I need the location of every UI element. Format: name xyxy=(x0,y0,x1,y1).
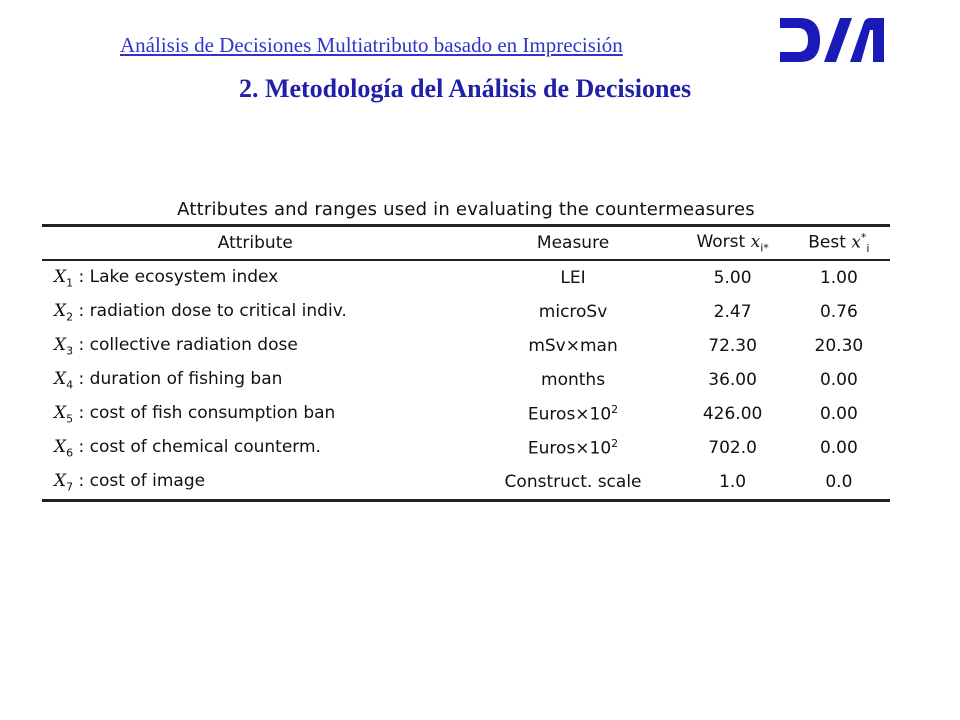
worst-value-cell: 36.00 xyxy=(708,370,757,390)
measure-unit: months xyxy=(541,370,606,390)
attribute-name: cost of fish consumption ban xyxy=(89,402,336,423)
column-header-measure: Measure xyxy=(536,233,610,253)
worst-subscript: i* xyxy=(760,241,769,255)
measure-cell xyxy=(469,397,678,431)
attributes-table xyxy=(42,224,890,502)
measure-unit: Construct. scale xyxy=(504,472,642,492)
attribute-cell xyxy=(42,397,469,431)
attribute-index: 2 xyxy=(66,310,74,324)
best-value-cell: 0.0 xyxy=(825,472,853,492)
attribute-cell xyxy=(42,260,469,295)
attribute-separator: : xyxy=(73,334,90,355)
attribute-separator: : xyxy=(73,266,90,287)
attribute-index: 3 xyxy=(66,344,74,358)
table-row xyxy=(42,363,890,397)
attribute-name: cost of chemical counterm. xyxy=(89,436,321,457)
attribute-separator: : xyxy=(73,300,90,321)
attribute-name: cost of image xyxy=(89,470,206,491)
attribute-index: 1 xyxy=(66,276,74,290)
worst-symbol: x xyxy=(750,231,761,252)
attribute-variable: X xyxy=(54,470,67,491)
table-body xyxy=(42,260,890,501)
attribute-separator: : xyxy=(73,402,90,423)
measure-cell xyxy=(469,363,678,397)
attribute-cell xyxy=(42,465,469,501)
attribute-separator: : xyxy=(73,470,90,491)
measure-exponent: 2 xyxy=(611,437,619,451)
attribute-name: radiation dose to critical indiv. xyxy=(89,300,347,321)
attribute-variable: X xyxy=(54,300,67,321)
best-symbol: x xyxy=(851,232,861,253)
measure-unit: microSv xyxy=(538,302,608,322)
attribute-variable: X xyxy=(54,334,67,355)
table-row xyxy=(42,329,890,363)
worst-value-cell: 702.0 xyxy=(708,438,757,458)
attribute-name: collective radiation dose xyxy=(89,334,298,355)
measure-cell xyxy=(469,329,678,363)
table-row xyxy=(42,260,890,295)
best-value-cell: 0.00 xyxy=(819,370,858,390)
best-label: Best xyxy=(808,232,846,253)
best-value-cell: 1.00 xyxy=(819,268,858,288)
best-value-cell: 0.00 xyxy=(819,438,858,458)
attribute-variable: X xyxy=(54,436,67,457)
measure-cell xyxy=(469,260,678,295)
table-row xyxy=(42,465,890,501)
best-value-cell: 0.00 xyxy=(819,404,858,424)
attribute-name: Lake ecosystem index xyxy=(89,266,279,287)
best-value-cell: 0.76 xyxy=(819,302,858,322)
worst-value-cell: 2.47 xyxy=(713,302,752,322)
column-header-worst xyxy=(677,226,787,261)
worst-value-cell: 426.00 xyxy=(702,404,763,424)
worst-value-cell: 1.0 xyxy=(719,472,747,492)
table-row xyxy=(42,431,890,465)
attribute-index: 5 xyxy=(66,412,74,426)
worst-label: Worst xyxy=(696,231,746,252)
table-row xyxy=(42,295,890,329)
table-row xyxy=(42,397,890,431)
attributes-table-figure xyxy=(42,196,890,502)
worst-value-cell: 72.30 xyxy=(708,336,757,356)
dia-logo xyxy=(780,14,888,66)
attribute-variable: X xyxy=(54,368,67,389)
attribute-cell xyxy=(42,431,469,465)
attribute-cell xyxy=(42,329,469,363)
attribute-cell xyxy=(42,295,469,329)
measure-unit: LEI xyxy=(560,268,586,288)
attribute-index: 6 xyxy=(66,446,74,460)
measure-unit: Euros×10 xyxy=(527,404,612,425)
table-caption: Attributes and ranges used in evaluating the countermeasures xyxy=(177,199,755,220)
attribute-name: duration of fishing ban xyxy=(89,368,283,389)
attribute-variable: X xyxy=(54,402,67,423)
worst-value-cell: 5.00 xyxy=(713,268,752,288)
best-superscript: * xyxy=(860,230,867,244)
measure-unit: Euros×10 xyxy=(527,438,612,459)
attribute-index: 4 xyxy=(66,378,74,392)
page-title: 2. Metodología del Análisis de Decisiones xyxy=(238,74,692,103)
attribute-variable: X xyxy=(54,266,67,287)
best-subscript: i xyxy=(866,242,870,256)
attribute-cell xyxy=(42,363,469,397)
best-value-cell: 20.30 xyxy=(814,336,864,356)
table-header-row xyxy=(42,226,890,261)
measure-cell xyxy=(469,295,678,329)
measure-cell xyxy=(469,465,678,501)
header-link[interactable]: Análisis de Decisiones Multiatributo basado en Imprecisión xyxy=(120,33,623,57)
attribute-separator: : xyxy=(73,436,90,457)
measure-cell xyxy=(469,431,678,465)
measure-unit: mSv×man xyxy=(528,336,618,356)
attribute-index: 7 xyxy=(66,480,74,494)
column-header-attribute: Attribute xyxy=(217,233,293,253)
column-header-best xyxy=(788,226,890,261)
measure-exponent: 2 xyxy=(611,403,619,417)
attribute-separator: : xyxy=(73,368,90,389)
